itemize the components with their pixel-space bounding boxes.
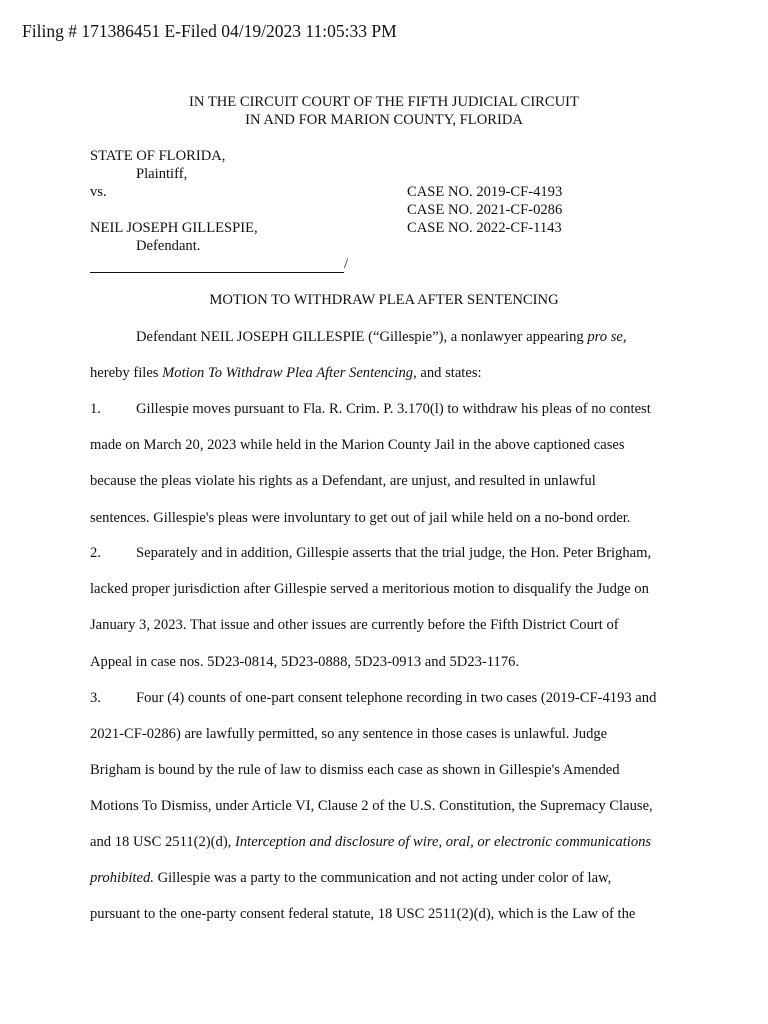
- versus-label: vs.: [90, 184, 107, 200]
- statute-title-italic: Interception and disclosure of wire, oral, or electronic communications: [234, 834, 652, 850]
- court-name-line-1: IN THE CIRCUIT COURT OF THE FIFTH JUDICIAL CIRCUIT: [189, 94, 579, 110]
- intro-text: , and states:: [413, 365, 482, 381]
- motion-name-italic: Motion To Withdraw Plea After Sentencing: [162, 365, 414, 381]
- defendant-role: Defendant.: [136, 238, 201, 254]
- statute-title-italic: prohibited.: [90, 870, 154, 886]
- paragraph-number: 1.: [90, 401, 101, 417]
- plaintiff-role: Plaintiff,: [136, 166, 188, 182]
- court-name-line-2: IN AND FOR MARION COUNTY, FLORIDA: [245, 112, 523, 128]
- separator-slash: /: [344, 256, 349, 272]
- paragraph-line: sentences. Gillespie's pleas were involuntary to get out of jail while held on a no-bond order.: [90, 510, 631, 526]
- defendant-name: NEIL JOSEPH GILLESPIE,: [90, 220, 258, 236]
- paragraph-text: Four (4) counts of one-part consent telephone recording in two cases (2019-CF-4193 and: [136, 690, 657, 706]
- case-number: CASE NO. 2021-CF-0286: [407, 202, 563, 218]
- paragraph-text: and 18 USC 2511(2)(d),: [90, 834, 235, 850]
- case-number: CASE NO. 2022-CF-1143: [407, 220, 562, 236]
- paragraph-number: 2.: [90, 545, 101, 561]
- intro-line: [90, 329, 627, 346]
- caption-separator: [90, 256, 348, 273]
- paragraph-line: Appeal in case nos. 5D23-0814, 5D23-0888, 5D23-0913 and 5D23-1176.: [90, 654, 520, 670]
- plaintiff-name: STATE OF FLORIDA,: [90, 148, 226, 164]
- paragraph-text: Gillespie moves pursuant to Fla. R. Crim. P. 3.170(l) to withdraw his pleas of no contest: [136, 401, 651, 417]
- paragraph-line: [90, 834, 651, 851]
- paragraph-text: Gillespie was a party to the communication and not acting under color of law,: [153, 870, 612, 886]
- paragraph-line: Brigham is bound by the rule of law to dismiss each case as shown in Gillespie's Amended: [90, 762, 620, 778]
- paragraph-line: lacked proper jurisdiction after Gillespie served a meritorious motion to disqualify the Judge on: [90, 581, 649, 597]
- paragraph-line: [90, 545, 651, 562]
- intro-italic: pro se: [587, 329, 623, 345]
- paragraph-line: [90, 870, 611, 887]
- paragraph-line: January 3, 2023. That issue and other issues are currently before the Fifth District Court of: [90, 617, 619, 633]
- paragraph-text: Separately and in addition, Gillespie asserts that the trial judge, the Hon. Peter Brigham,: [136, 545, 652, 561]
- motion-title: MOTION TO WITHDRAW PLEA AFTER SENTENCING: [209, 292, 559, 308]
- paragraph-line: Motions To Dismiss, under Article VI, Clause 2 of the U.S. Constitution, the Supremacy Clause,: [90, 798, 653, 814]
- filing-stamp: Filing # 171386451 E-Filed 04/19/2023 11:05:33 PM: [22, 21, 397, 41]
- case-number: CASE NO. 2019-CF-4193: [407, 184, 563, 200]
- paragraph-line: pursuant to the one-party consent federal statute, 18 USC 2511(2)(d), which is the Law of the: [90, 906, 636, 922]
- paragraph-line: [90, 690, 656, 707]
- intro-text: ,: [622, 329, 627, 345]
- paragraph-line: [90, 401, 651, 418]
- intro-line: [90, 365, 482, 382]
- intro-text: Defendant NEIL JOSEPH GILLESPIE (“Gillespie”), a nonlawyer appearing: [136, 329, 588, 345]
- paragraph-line: made on March 20, 2023 while held in the Marion County Jail in the above captioned cases: [90, 437, 625, 453]
- paragraph-line: 2021-CF-0286) are lawfully permitted, so any sentence in those cases is unlawful. Judge: [90, 726, 608, 742]
- paragraph-line: because the pleas violate his rights as a Defendant, are unjust, and resulted in unlawful: [90, 473, 596, 489]
- intro-text: hereby files: [90, 365, 163, 381]
- paragraph-number: 3.: [90, 690, 101, 706]
- separator-rule: [90, 258, 344, 273]
